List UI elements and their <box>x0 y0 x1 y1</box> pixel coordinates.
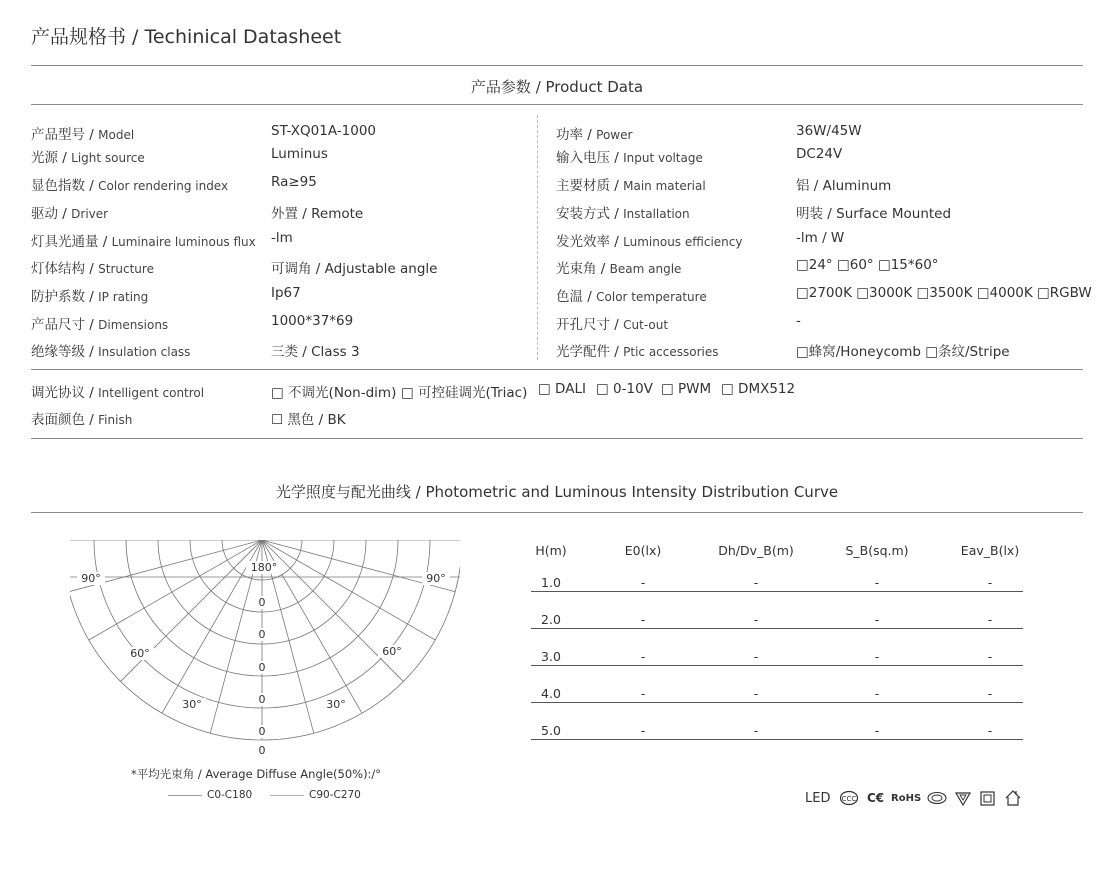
table-cell: - <box>753 575 759 590</box>
photometric-heading: 光学照度与配光曲线 / Photometric and Luminous Intensity Distribution Curve <box>275 483 839 501</box>
table-row-divider <box>531 591 1023 592</box>
spec-value: DC24V <box>796 146 843 162</box>
spec-label-en: Power <box>596 128 633 142</box>
polar-angle-label: 90° <box>81 572 101 585</box>
polar-ring-label: 0 <box>258 596 266 609</box>
spec-label-cn: 灯体结构 <box>31 261 85 277</box>
spec-label-cn: 产品尺寸 <box>31 317 85 333</box>
spec-label-en: Luminaire luminous flux <box>111 235 256 249</box>
svg-text:CCC: CCC <box>841 795 857 803</box>
cqc-icon <box>927 791 947 805</box>
table-cell: 1.0 <box>541 575 561 590</box>
polar-labels <box>77 561 450 757</box>
polar-ring-label: 0 <box>258 628 266 641</box>
divider <box>31 438 1083 439</box>
polar-angle-label: 180° <box>250 561 278 574</box>
polar-spoke <box>121 540 262 681</box>
column-separator <box>537 115 538 360</box>
double-insulation-icon <box>980 791 995 806</box>
spec-value: 外置 / Remote <box>271 206 364 222</box>
table-cell: - <box>874 686 880 701</box>
control-option: □ 不调光(Non-dim) <box>271 385 397 401</box>
spec-label-cn: 显色指数 <box>31 178 85 194</box>
spec-label-en: Dimensions <box>98 318 169 332</box>
polar-spoke <box>262 540 435 640</box>
spec-label: 驱动 / Driver <box>31 206 109 222</box>
spec-value: 1000*37*69 <box>271 313 354 329</box>
control-option: □ DALI <box>538 381 586 397</box>
divider <box>31 65 1083 66</box>
table-cell: - <box>987 649 993 664</box>
divider <box>31 512 1083 513</box>
spec-label: 发光效率 / Luminous efficiency <box>556 234 743 250</box>
table-cell: - <box>753 723 759 738</box>
spec-label-cn: 开孔尺寸 <box>556 317 610 333</box>
table-cell: - <box>874 575 880 590</box>
table-cell: - <box>874 723 880 738</box>
finish-value: ☐ 黑色 / BK <box>271 412 346 428</box>
spec-value: 可调角 / Adjustable angle <box>271 261 438 277</box>
spec-value: □24° □60° □15*60° <box>796 257 939 273</box>
ccc-icon <box>839 790 859 806</box>
spec-label-cn: 灯具光通量 <box>31 234 99 250</box>
legend-label: C90-C270 <box>309 789 361 801</box>
spec-label-cn: 产品型号 <box>31 127 85 143</box>
spec-label-en: Color temperature <box>596 290 707 304</box>
rohs-icon: RoHS <box>891 793 922 804</box>
spec-label-en: Model <box>98 128 135 142</box>
spec-label-en: Input voltage <box>623 151 703 165</box>
spec-label-en: Color rendering index <box>98 179 229 193</box>
divider <box>31 369 1083 370</box>
product-data-heading: 产品参数 / Product Data <box>470 78 644 96</box>
polar-angle-label: 60° <box>382 645 402 658</box>
polar-ring-label: 0 <box>258 744 266 757</box>
spec-label-en: Luminous efficiency <box>623 235 743 249</box>
spec-label-en: IP rating <box>98 290 149 304</box>
led-logo: LED <box>805 791 831 806</box>
control-label: 调光协议 / Intelligent control <box>31 385 205 401</box>
spec-label: 光束角 / Beam angle <box>556 261 682 277</box>
spec-label-cn: 发光效率 <box>556 234 610 250</box>
legend-swatch <box>270 795 304 796</box>
table-cell: - <box>987 686 993 701</box>
spec-value: □2700K □3000K □3500K □4000K □RGBW <box>796 285 1092 301</box>
table-cell: - <box>987 612 993 627</box>
polar-spoke <box>262 540 403 681</box>
table-cell: - <box>640 723 646 738</box>
control-option: □ PWM <box>661 381 712 397</box>
spec-value: -lm <box>271 230 293 246</box>
spec-value: Ra≥95 <box>271 174 317 190</box>
spec-label: 光源 / Light source <box>31 150 145 166</box>
table-cell: - <box>640 649 646 664</box>
spec-label-cn: 驱动 <box>31 206 58 222</box>
table-cell: - <box>640 612 646 627</box>
spec-label-en: Installation <box>623 207 690 221</box>
spec-label-en: Cut-out <box>623 318 669 332</box>
table-cell: - <box>874 649 880 664</box>
spec-label: 开孔尺寸 / Cut-out <box>556 317 669 333</box>
polar-ring-label: 0 <box>258 725 266 738</box>
polar-distribution-chart <box>70 540 460 765</box>
spec-label: 灯体结构 / Structure <box>31 261 154 277</box>
spec-label-cn: 安装方式 <box>556 206 610 222</box>
spec-value: 三类 / Class 3 <box>271 344 360 360</box>
table-row-divider <box>531 665 1023 666</box>
spec-value: 明装 / Surface Mounted <box>796 206 952 222</box>
finish-label: 表面颜色 / Finish <box>31 412 133 428</box>
spec-label-en: Main material <box>623 179 706 193</box>
spec-label-cn: 光束角 <box>556 261 597 277</box>
table-cell: - <box>753 612 759 627</box>
spec-label: 主要材质 / Main material <box>556 178 706 194</box>
spec-label: 安装方式 / Installation <box>556 206 690 222</box>
spec-label: 输入电压 / Input voltage <box>556 150 703 166</box>
polar-angle-label: 30° <box>326 698 346 711</box>
control-option: □ 0-10V <box>596 381 653 397</box>
table-row-divider <box>531 628 1023 629</box>
spec-label-cn: 主要材质 <box>556 178 610 194</box>
table-cell: - <box>753 686 759 701</box>
table-row-divider <box>531 739 1023 740</box>
spec-value: □蜂窝/Honeycomb □条纹/Stripe <box>796 344 1010 360</box>
polar-spoke <box>89 540 262 640</box>
page-title: 产品规格书 / Techinical Datasheet <box>31 26 342 48</box>
spec-value: 铝 / Aluminum <box>796 178 892 194</box>
spec-label-cn: 功率 <box>556 127 583 143</box>
spec-value: Luminus <box>271 146 328 162</box>
spec-label: 防护系数 / IP rating <box>31 289 149 305</box>
table-cell: - <box>640 686 646 701</box>
table-cell: - <box>753 649 759 664</box>
spec-label-en: Driver <box>71 207 109 221</box>
spec-label-en: Structure <box>98 262 154 276</box>
table-header: S_B(sq.m) <box>845 543 909 558</box>
spec-label-cn: 防护系数 <box>31 289 85 305</box>
spec-label-en: Light source <box>71 151 145 165</box>
spec-value: 36W/45W <box>796 123 862 139</box>
table-cell: 4.0 <box>541 686 561 701</box>
spec-value: -lm / W <box>796 230 845 246</box>
spec-label: 产品尺寸 / Dimensions <box>31 317 169 333</box>
legend-label: C0-C180 <box>207 789 253 801</box>
polar-angle-label: 60° <box>130 647 150 660</box>
spec-label: 显色指数 / Color rendering index <box>31 178 229 194</box>
table-cell: 5.0 <box>541 723 561 738</box>
table-header: Eav_B(lx) <box>960 543 1020 558</box>
spec-label-en: Insulation class <box>98 345 191 359</box>
diffuse-angle-caption: *平均光束角 / Average Diffuse Angle(50%):/° <box>131 767 382 781</box>
spec-label-cn: 光源 <box>31 150 58 166</box>
spec-value: Ip67 <box>271 285 301 301</box>
table-row-divider <box>531 702 1023 703</box>
polar-ring-label: 0 <box>258 661 266 674</box>
control-option: □ 可控硅调光(Triac) <box>401 385 528 401</box>
triangle-mark-icon <box>955 791 971 806</box>
spec-label-en: Beam angle <box>609 262 682 276</box>
spec-value: - <box>796 313 801 329</box>
table-cell: - <box>987 723 993 738</box>
table-cell: 3.0 <box>541 649 561 664</box>
table-cell: 2.0 <box>541 612 561 627</box>
divider <box>31 104 1083 105</box>
spec-label: 产品型号 / Model <box>31 127 135 143</box>
control-option: □ DMX512 <box>721 381 796 397</box>
spec-label: 色温 / Color temperature <box>556 289 707 305</box>
table-cell: - <box>874 612 880 627</box>
spec-value: ST-XQ01A-1000 <box>271 123 376 139</box>
ip-home-icon <box>1004 789 1023 807</box>
table-header: E0(lx) <box>624 543 662 558</box>
table-cell: - <box>640 575 646 590</box>
spec-label-cn: 输入电压 <box>556 150 610 166</box>
polar-angle-label: 90° <box>426 572 446 585</box>
spec-label: 绝缘等级 / Insulation class <box>31 344 191 360</box>
polar-ring-label: 0 <box>258 693 266 706</box>
polar-angle-label: 30° <box>182 698 202 711</box>
table-header: H(m) <box>535 543 567 558</box>
spec-label: 灯具光通量 / Luminaire luminous flux <box>31 234 256 250</box>
spec-label: 功率 / Power <box>556 127 633 143</box>
spec-label-en: Ptic accessories <box>623 345 719 359</box>
spec-label: 光学配件 / Ptic accessories <box>556 344 719 360</box>
legend-swatch <box>168 795 202 796</box>
spec-label-cn: 绝缘等级 <box>31 344 85 360</box>
table-cell: - <box>987 575 993 590</box>
spec-label-cn: 光学配件 <box>556 344 610 360</box>
table-header: Dh/Dv_B(m) <box>718 543 794 558</box>
spec-label-cn: 色温 <box>556 289 583 305</box>
ce-mark-icon: C€ <box>867 791 885 805</box>
